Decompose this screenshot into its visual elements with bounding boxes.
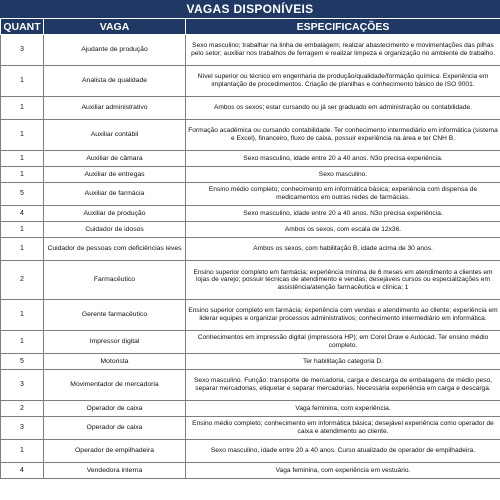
position-cell: Cuidador de pessoas com deficiências leves [44,238,186,261]
table-row [1,331,500,354]
position-cell: Operador de caixa [44,417,186,440]
position-cell: Auxiliar de entregas [44,167,186,183]
specification-cell: Ensino médio completo; conhecimento em informática básica; desejável experiência como operador de caixa e atendimento ao cliente. [186,417,500,440]
position-cell: Auxiliar de farmácia [44,183,186,206]
table-row [1,167,500,183]
column-header-vaga: VAGA [44,19,186,35]
table-row [1,370,500,401]
specification-cell: Vaga feminina, com experiência. [186,401,500,417]
table-row [1,206,500,222]
specification-cell: Ter habilitação categoria D. [186,354,500,370]
table-header [1,19,500,35]
position-cell: Vendedora interna [44,463,186,479]
quantity-cell: 3 [1,417,44,440]
quantity-cell: 1 [1,222,44,238]
table-row [1,300,500,331]
position-cell: Auxiliar de produção [44,206,186,222]
page-title: VAGAS DISPONÍVEIS [0,0,500,18]
position-cell: Cuidador de idosos [44,222,186,238]
table-row [1,183,500,206]
table-body [1,35,500,479]
position-cell: Auxiliar de câmara [44,151,186,167]
vacancies-table [0,18,500,479]
position-cell: Auxiliar administrativo [44,97,186,120]
quantity-cell: 1 [1,97,44,120]
table-row [1,417,500,440]
specification-cell: Sexo masculino. Função: transporte de mercadoria, carga e descarga de embalagens de médio peso, separar mercadorias, etiquetar e separar mercadorias. Necessária experiência em carga e descarga. [186,370,500,401]
position-cell: Ajudante de produção [44,35,186,66]
quantity-cell: 1 [1,331,44,354]
table-row [1,440,500,463]
table-row [1,354,500,370]
position-cell: Gerente farmacêutico [44,300,186,331]
specification-cell: Ambos os sexos; estar cursando ou já ser graduado em administração ou contabilidade. [186,97,500,120]
position-cell: Operador de empilhadeira [44,440,186,463]
specification-cell: Formação acadêmica ou cursando contabilidade. Ter conhecimento intermediário em informática (sistema e Excel), financeiro, fluxo de caixa, possuir experiência na área e ter CNH B. [186,120,500,151]
quantity-cell: 1 [1,300,44,331]
table-row [1,35,500,66]
position-cell: Movimentador de mercadoria [44,370,186,401]
table-row [1,222,500,238]
table-row [1,238,500,261]
table-row [1,401,500,417]
quantity-cell: 3 [1,370,44,401]
table-row [1,120,500,151]
specification-cell: Ensino superior completo em farmácia; experiência mínima de 6 meses em atendimento a clientes em lojas de varejo; possuir técnicas de atendimento e vendas; desejáveis cursos ou especializações em assistência/atenção farmacêutica e clínica; 1 [186,261,500,300]
position-cell: Motorista [44,354,186,370]
quantity-cell: 5 [1,183,44,206]
specification-cell: Ambos os sexos, com escala de 12x36. [186,222,500,238]
position-cell: Farmacêutico [44,261,186,300]
table-row [1,261,500,300]
quantity-cell: 3 [1,35,44,66]
specification-cell: Sexo masculino, idade entre 20 a 40 anos. Curso atualizado de operador de empilhadeira. [186,440,500,463]
quantity-cell: 4 [1,206,44,222]
specification-cell: Nível superior ou técnico em engenharia de produção/qualidade/formação química. Experiência em implantação de procedimentos. Criação de planilhas e conhecimento básico de ISO 9001. [186,66,500,97]
quantity-cell: 2 [1,401,44,417]
specification-cell: Sexo masculino, idade entre 20 a 40 anos. N3o precisa experiência. [186,151,500,167]
table-row [1,66,500,97]
position-cell: Operador de caixa [44,401,186,417]
specification-cell: Ensino médio completo; conhecimento em informática básica; experiência com dispensa de medicamentos em outras redes de farmácias. [186,183,500,206]
quantity-cell: 1 [1,120,44,151]
specification-cell: Sexo masculino; trabalhar na linha de embalagem; realizar abastecimento e movimentações das pilhas pelo setor; auxiliar nos trabalhos de ferragem e realizar limpeza e organização no ambiente de trabalho. [186,35,500,66]
column-header-spec: ESPECIFICAÇÕES [186,19,500,35]
position-cell: Analista de qualidade [44,66,186,97]
table-row [1,151,500,167]
quantity-cell: 1 [1,151,44,167]
quantity-cell: 1 [1,440,44,463]
specification-cell: Conhecimentos em impressão digital (impressora HP); em Corel Draw e Autocad. Ter ensino médio completo. [186,331,500,354]
specification-cell: Vaga feminina, com experiência em vestuário. [186,463,500,479]
table-row [1,463,500,479]
specification-cell: Ensino superior completo em farmácia; experiência com vendas e atendimento ao cliente; experiência em liderar equipes e organizar processos administrativos; conhecimento intermediário em informática. [186,300,500,331]
position-cell: Impressor digital [44,331,186,354]
quantity-cell: 5 [1,354,44,370]
specification-cell: Sexo masculino, idade entre 20 a 40 anos. N3o precisa experiência. [186,206,500,222]
specification-cell: Sexo masculino. [186,167,500,183]
quantity-cell: 4 [1,463,44,479]
specification-cell: Ambos os sexos, com habilitação B, idade acima de 30 anos. [186,238,500,261]
table-row [1,97,500,120]
quantity-cell: 1 [1,167,44,183]
quantity-cell: 1 [1,66,44,97]
quantity-cell: 2 [1,261,44,300]
column-header-quant: QUANT [1,19,44,35]
position-cell: Auxiliar contábil [44,120,186,151]
quantity-cell: 1 [1,238,44,261]
